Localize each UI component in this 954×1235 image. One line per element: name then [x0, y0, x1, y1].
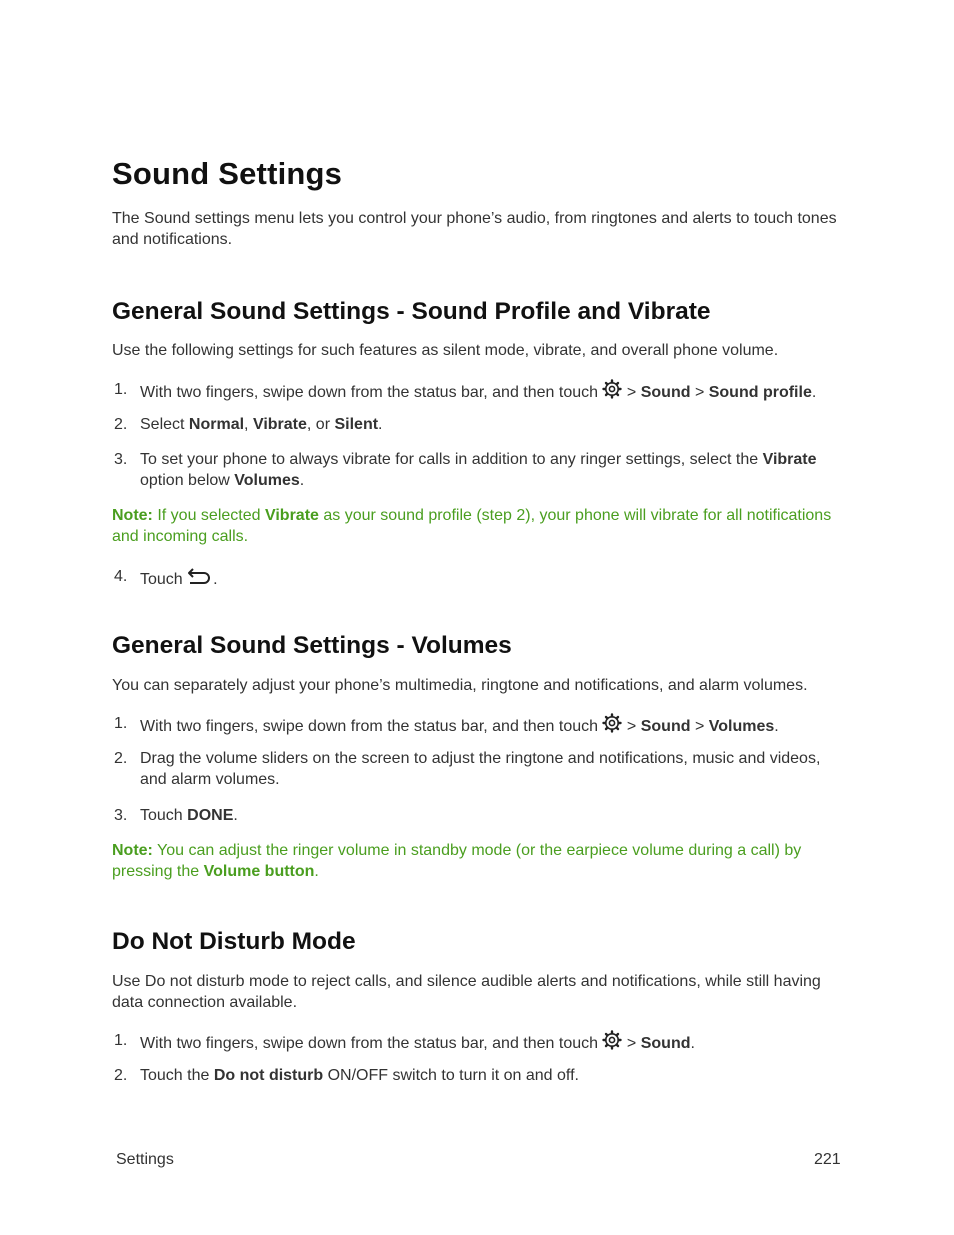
step-number: 1.	[114, 1032, 128, 1049]
step-number: 2.	[114, 416, 128, 433]
step-number: 1.	[114, 381, 128, 398]
bold-term: Volumes	[708, 718, 775, 735]
step-item	[140, 713, 840, 739]
step-item	[140, 1030, 840, 1056]
punct: .	[213, 571, 218, 588]
bold-term: Volumes	[234, 472, 300, 489]
note-callout	[112, 505, 842, 547]
settings-gear-icon	[602, 1030, 622, 1056]
step-item	[140, 1065, 840, 1086]
note-text: as your sound profile (step 2), your phone will vibrate for all notifications and incoming calls.	[112, 507, 832, 545]
note-bold: Vibrate	[264, 507, 319, 524]
step-text: With two fingers, swipe down from the status bar, and then touch	[140, 718, 599, 735]
step-item	[140, 566, 840, 592]
separator: >	[626, 1035, 637, 1052]
step-text: With two fingers, swipe down from the status bar, and then touch	[140, 1035, 599, 1052]
separator: >	[626, 384, 637, 401]
settings-gear-icon	[602, 713, 622, 739]
bold-term: Sound profile	[708, 384, 812, 401]
step-text: With two fingers, swipe down from the status bar, and then touch	[140, 384, 599, 401]
bold-term: Vibrate	[762, 451, 817, 468]
note-bold: Volume button	[203, 863, 315, 880]
step-number: 4.	[114, 568, 128, 585]
punct: .	[233, 807, 238, 824]
note-text: You can adjust the ringer volume in standby mode (or the earpiece volume during a call) by pressing the	[112, 842, 802, 880]
punct: .	[811, 384, 817, 401]
bold-term: DONE	[187, 807, 234, 824]
section-heading-sound-profile: General Sound Settings - Sound Profile and Vibrate	[112, 298, 711, 325]
step-text: Select	[140, 416, 185, 433]
step-item	[140, 414, 840, 435]
step-text: option below	[140, 472, 230, 489]
step-text: Touch	[140, 571, 183, 588]
section3-intro: Use Do not disturb mode to reject calls, and silence audible alerts and notifications, while still having data connection available.	[112, 973, 821, 1011]
step-number: 1.	[114, 715, 128, 732]
note-label: Note:	[112, 842, 153, 859]
separator: >	[626, 718, 637, 735]
bold-term: Sound	[640, 718, 691, 735]
section1-intro: Use the following settings for such features as silent mode, vibrate, and overall phone volume.	[112, 342, 779, 359]
note-label: Note:	[112, 507, 153, 524]
footer-section-name: Settings	[116, 1151, 174, 1168]
note-callout	[112, 840, 842, 882]
step-number: 2.	[114, 1067, 128, 1084]
step-item	[140, 449, 840, 491]
intro-paragraph: The Sound settings menu lets you control your phone’s audio, from ringtones and alerts to touch tones and notifications.	[112, 210, 837, 248]
bold-term: Sound	[640, 384, 691, 401]
section-heading-do-not-disturb: Do Not Disturb Mode	[112, 928, 356, 955]
separator: >	[694, 718, 705, 735]
bold-term: Sound	[640, 1035, 691, 1052]
step-item	[140, 379, 840, 405]
punct: .	[299, 472, 305, 489]
bold-term: Silent	[334, 416, 379, 433]
step-number: 3.	[114, 451, 128, 468]
punct: .	[774, 718, 779, 735]
punct: .	[690, 1035, 695, 1052]
settings-gear-icon	[602, 379, 622, 405]
note-text: If you selected	[157, 507, 261, 524]
punct: .	[378, 416, 383, 433]
step-text: ON/OFF switch to turn it on and off.	[327, 1067, 579, 1084]
step-number: 3.	[114, 807, 128, 824]
step-text: To set your phone to always vibrate for calls in addition to any ringer settings, select the	[140, 451, 759, 468]
footer-page-number: 221	[814, 1151, 841, 1168]
bold-term: Do not disturb	[213, 1067, 324, 1084]
note-text: .	[314, 863, 319, 880]
back-arrow-icon	[187, 566, 213, 592]
step-text: Touch	[140, 807, 183, 824]
section2-intro: You can separately adjust your phone’s multimedia, ringtone and notifications, and alarm volumes.	[112, 677, 808, 694]
step-text: Touch the	[140, 1067, 210, 1084]
step-number: 2.	[114, 750, 128, 767]
separator: >	[694, 384, 705, 401]
step-item	[140, 805, 840, 826]
page-title: Sound Settings	[112, 156, 343, 191]
section-heading-volumes: General Sound Settings - Volumes	[112, 632, 512, 659]
bold-term: Normal	[188, 416, 245, 433]
punct: , or	[306, 416, 331, 433]
bold-term: Vibrate	[252, 416, 307, 433]
step-item: Drag the volume sliders on the screen to adjust the ringtone and notifications, music and videos, and alarm volumes.	[140, 750, 821, 788]
punct: ,	[244, 416, 249, 433]
